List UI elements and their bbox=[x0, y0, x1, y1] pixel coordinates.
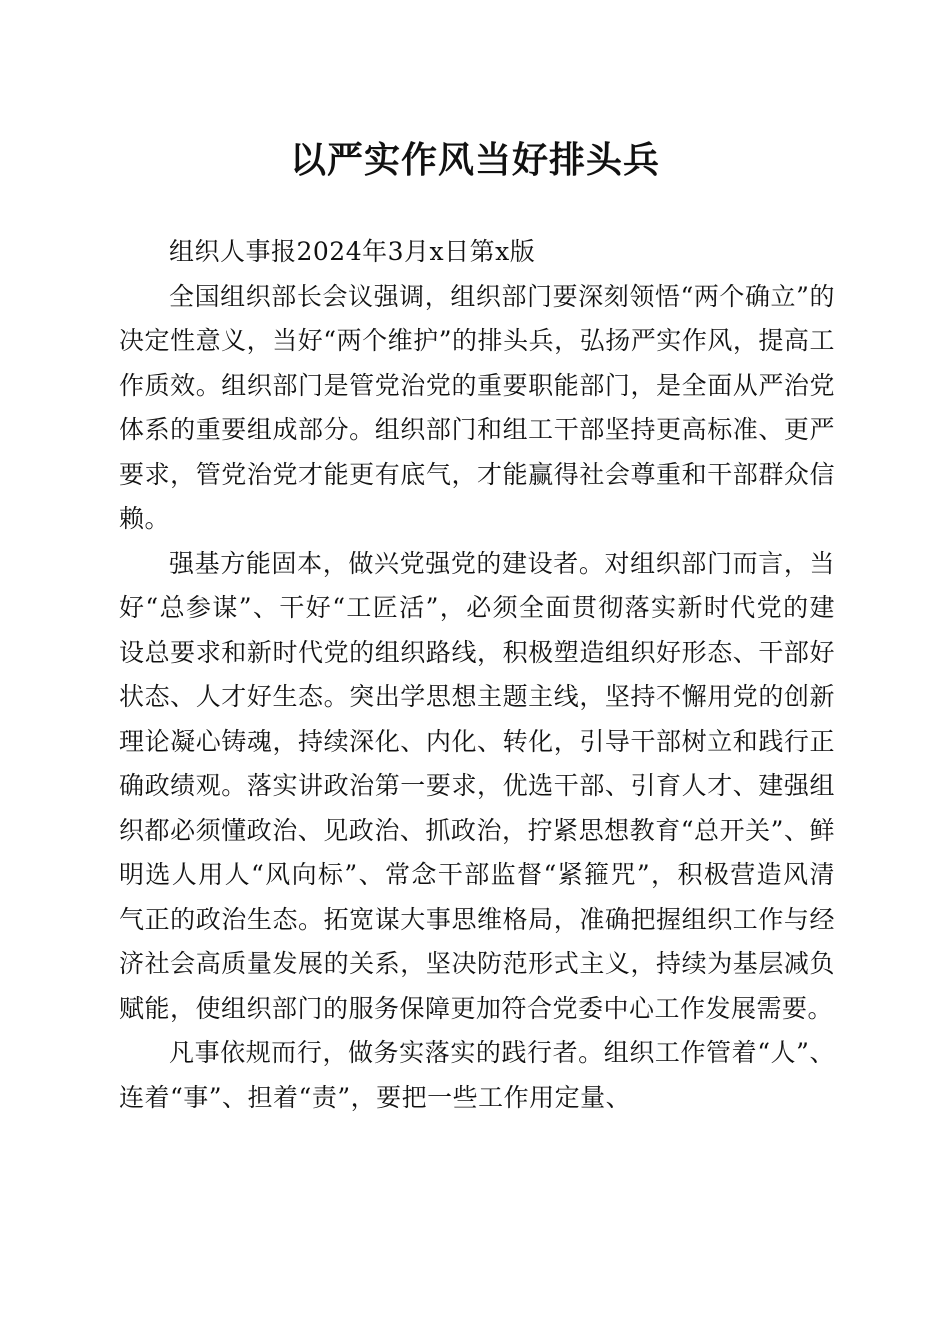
article-title: 以严实作风当好排头兵 bbox=[289, 139, 660, 181]
paragraph: 全国组织部长会议强调，组织部门要深刻领悟“两个确立”的决定性意义，当好“两个维护”的排头兵，弘扬严实作风，提高工作质效。组织部门是管党治党的重要职能部门，是全面从严治党体系的重要组成部分。组织部门和组工干部坚持更高标准、更严要求，管党治党才能更有底气，才能赢得社会尊重和干部群众信赖。 bbox=[119, 281, 835, 533]
paragraph: 强基方能固本，做兴党强党的建设者。对组织部门而言，当好“总参谋”、干好“工匠活”，必须全面贯彻落实新时代党的建设总要求和新时代党的组织路线，积极塑造组织好形态、干部好状态、人才好生态。突出学思想主题主线，坚持不懈用党的创新理论凝心铸魂，持续深化、内化、转化，引导干部树立和践行正确政绩观。落实讲政治第一要求，优选干部、引育人才、建强组织都必须懂政治、见政治、抓政治，拧紧思想教育“总开关”、鲜明选人用人“风向标”、常念干部监督“紧箍咒”，积极营造风清气正的政治生态。拓宽谋大事思维格局，准确把握组织工作与经济社会高质量发展的关系，坚决防范形式主义，持续为基层减负赋能，使组织部门的服务保障更加符合党委中心工作发展需要。 bbox=[119, 548, 835, 1023]
source-line: 组织人事报2024年3月x日第x版 bbox=[169, 237, 536, 266]
paragraph: 凡事依规而行，做务实落实的践行者。组织工作管着“人”、连着“事”、担着“责”，要把一些工作用定量、 bbox=[119, 1038, 835, 1112]
article-body bbox=[119, 230, 835, 1120]
